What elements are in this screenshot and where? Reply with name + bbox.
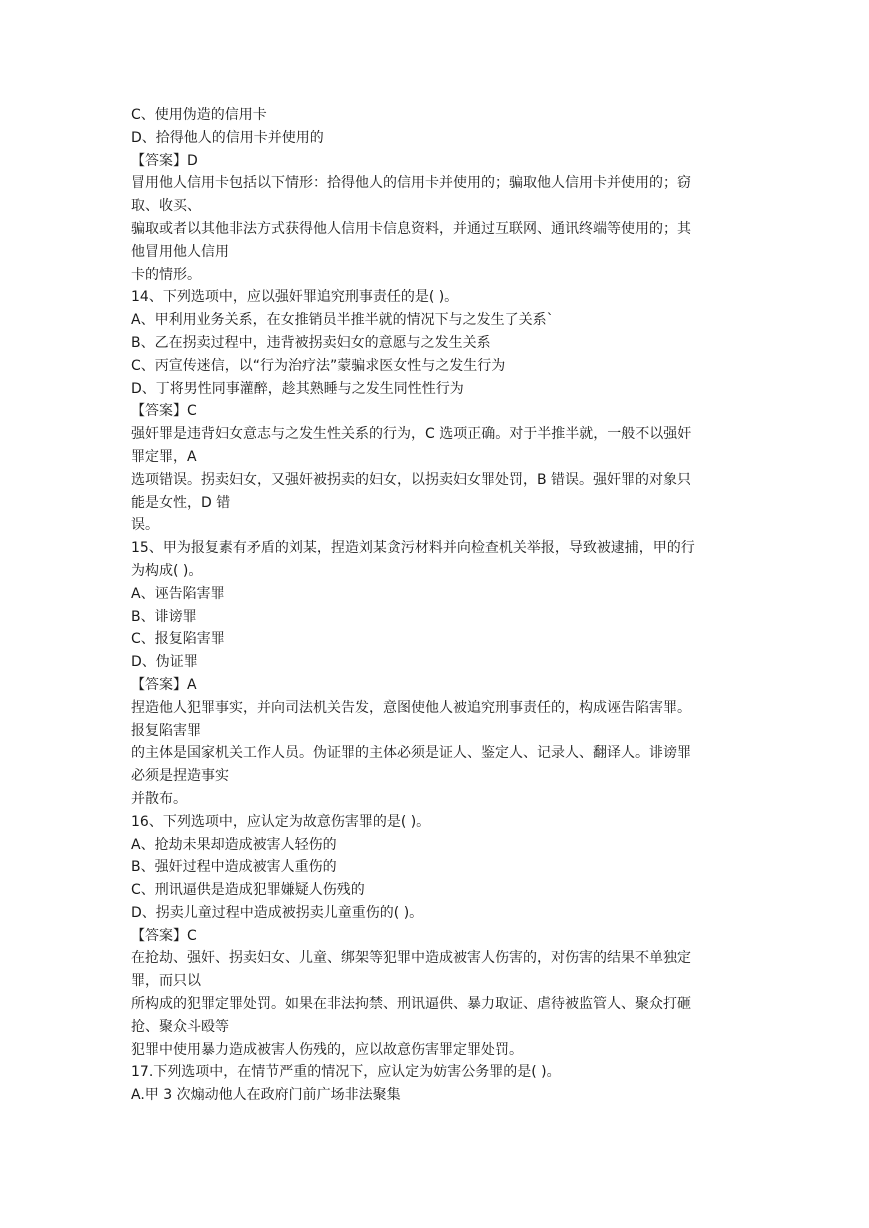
option-line: C、丙宣传迷信，以“行为治疗法”蒙骗求医女性与之发生行为 [131,357,506,374]
question-line: 17.下列选项中，在情节严重的情况下，应认定为妨害公务罪的是( )。 [131,1064,561,1081]
answer-line: 【答案】A [131,676,197,693]
option-line: A、诬告陷害罪 [131,585,225,602]
text-line: 必须是捏造事实 [131,768,229,785]
option-line: B、乙在拐卖过程中，违背被拐卖妇女的意愿与之发生关系 [131,334,491,351]
text-line: 他冒用他人信用 [131,243,229,260]
answer-line: 【答案】C [131,927,197,944]
text-line: 在抢劫、强奸、拐卖妇女、儿童、绑架等犯罪中造成被害人伤害的，对伤害的结果不单独定 [131,950,691,967]
answer-line: 【答案】D [131,152,198,169]
text-line: 能是女性，D 错 [131,494,231,511]
question-line: 16、下列选项中，应认定为故意伤害罪的是( )。 [131,813,431,830]
option-line: C、刑讯逼供是造成犯罪嫌疑人伤残的 [131,882,365,899]
option-line: A、抢劫未果却造成被害人轻伤的 [131,836,337,853]
text-line: 抢、聚众斗殴等 [131,1018,229,1035]
text-line: 并散布。 [131,790,187,807]
option-line: D、伪证罪 [131,654,198,671]
text-line: C、使用伪造的信用卡 [131,107,267,123]
question-line: 14、下列选项中，应以强奸罪追究刑事责任的是( )。 [131,289,459,306]
text-line: 犯罪中使用暴力造成被害人伤残的，应以故意伤害罪定罪处罚。 [131,1041,523,1058]
text-line: 罪定罪，A [131,448,197,465]
text-line: 冒用他人信用卡包括以下情形：拾得他人的信用卡并使用的；骗取他人信用卡并使用的；窃 [131,175,691,192]
text-line: 选项错误。拐卖妇女，又强奸被拐卖的妇女，以拐卖妇女罪处罚，B 错误。强奸罪的对象只 [131,471,692,488]
text-line: 罪，而只以 [131,973,201,990]
text-line: 所构成的犯罪定罪处罚。如果在非法拘禁、刑讯逼供、暴力取证、虐待被监管人、聚众打砸 [131,996,691,1013]
text-line: 骗取或者以其他非法方式获得他人信用卡信息资料，并通过互联网、通讯终端等使用的；其 [131,220,691,237]
text-line: 取、收买、 [131,198,201,215]
option-line: D、丁将男性同事灌醉，趁其熟睡与之发生同性性行为 [131,380,464,397]
option-line: A.甲 3 次煽动他人在政府门前广场非法聚集 [131,1087,401,1104]
text-line: 强奸罪是违背妇女意志与之发生性关系的行为，C 选项正确。对于半推半就，一般不以强奸 [131,426,692,443]
text-line: 的主体是国家机关工作人员。伪证罪的主体必须是证人、鉴定人、记录人、翻译人。诽谤罪 [131,745,691,762]
text-line: 报复陷害罪 [131,722,201,739]
text-line: 捏造他人犯罪事实，并向司法机关告发，意图使他人被追究刑事责任的，构成诬告陷害罪。 [131,699,691,716]
question-line: 15、甲为报复素有矛盾的刘某，捏造刘某贪污材料并向检查机关举报，导致被逮捕，甲的行 [131,540,695,557]
document-page [131,104,743,1107]
answer-line: 【答案】C [131,403,197,420]
question-line: 为构成( )。 [131,562,203,579]
option-line: D、拐卖儿童过程中造成被拐卖儿童重伤的( )。 [131,904,424,921]
option-line: B、强奸过程中造成被害人重伤的 [131,859,337,876]
text-line: 卡的情形。 [131,266,201,283]
option-line: B、诽谤罪 [131,608,197,625]
text-line: 误。 [131,517,159,534]
text-line: D、拾得他人的信用卡并使用的 [131,129,324,146]
option-line: A、甲利用业务关系，在女推销员半推半就的情况下与之发生了关系` [131,312,554,329]
option-line: C、报复陷害罪 [131,631,225,648]
